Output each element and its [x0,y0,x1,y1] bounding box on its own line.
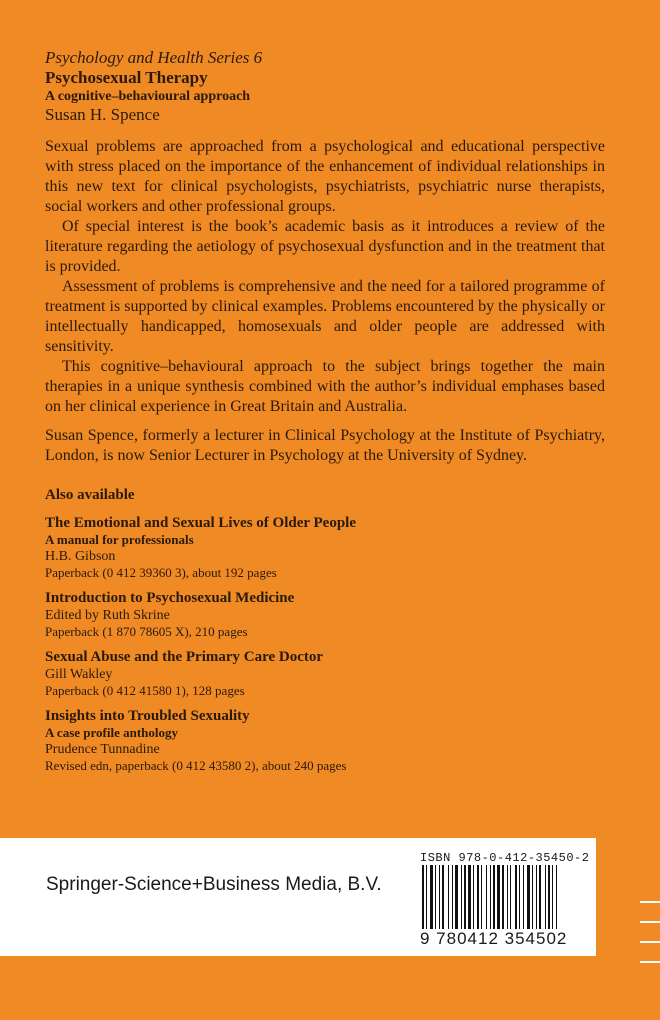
book-entry-title: Introduction to Psychosexual Medicine [45,590,295,606]
description-paragraph: Sexual problems are approached from a psychological and educational perspective with stress placed on the importance of the enhancement of individual relationships in this new text for clinical psychologists, psychiatrists, psychiatric nurse therapists, social workers and other professional groups. [45,138,605,215]
series-name: Psychology and Health Series 6 [45,48,263,67]
also-available-book [45,648,605,699]
book-entry-details: Paperback (0 412 41580 1), 128 pages [45,683,245,698]
book-entry-author: H.B. Gibson [45,549,116,564]
author-bio: Susan Spence, formerly a lecturer in Clinical Psychology at the Institute of Psychiatry, London, is now Senior Lecturer in Psychology at the University of Sydney. [45,427,605,464]
also-available-book [45,707,605,774]
description-paragraph: Assessment of problems is comprehensive and the need for a tailored programme of treatment is supported by clinical examples. Problems encountered by the physically or intellectually handicapped, homosexuals and older people are addressed with sensitivity. [45,278,605,355]
book-author: Susan H. Spence [45,105,160,124]
book-entry-author: Edited by Ruth Skrine [45,608,170,623]
book-entry-subtitle: A manual for professionals [45,532,194,547]
description-paragraph: Of special interest is the book’s academic basis as it introduces a review of the literature regarding the aetiology of psychosexual dysfunction and in the treatment that is provided. [45,218,605,275]
barcode-digits: 9 780412 354502 [420,929,568,948]
publisher-band [0,838,596,956]
book-entry-author: Prudence Tunnadine [45,742,160,757]
edge-crop-marks [640,895,660,975]
book-entry-title: Insights into Troubled Sexuality [45,708,250,724]
also-available-book [45,514,605,581]
book-title: Psychosexual Therapy [45,68,208,87]
book-subtitle: A cognitive–behavioural approach [45,89,251,104]
book-entry-title: The Emotional and Sexual Lives of Older People [45,515,356,531]
book-entry-details: Paperback (0 412 39360 3), about 192 pages [45,565,277,580]
book-entry-subtitle: A case profile anthology [45,725,179,740]
barcode-image [420,865,596,929]
book-entry-author: Gill Wakley [45,667,113,682]
publisher-name: Springer-Science+Business Media, B.V. [46,874,382,895]
book-entry-details: Paperback (1 870 78605 X), 210 pages [45,624,248,639]
cover-text [45,48,605,782]
also-available-heading: Also available [45,487,135,503]
description-paragraph: This cognitive–behavioural approach to the subject brings together the main therapies in a unique synthesis combined with the author’s individual emphases based on her clinical experience in Great Britain and Australia. [45,358,605,415]
book-entry-title: Sexual Abuse and the Primary Care Doctor [45,649,324,665]
book-entry-details: Revised edn, paperback (0 412 43580 2), about 240 pages [45,758,347,773]
also-available-book [45,589,605,640]
isbn-label: ISBN 978-0-412-35450-2 [420,851,590,865]
